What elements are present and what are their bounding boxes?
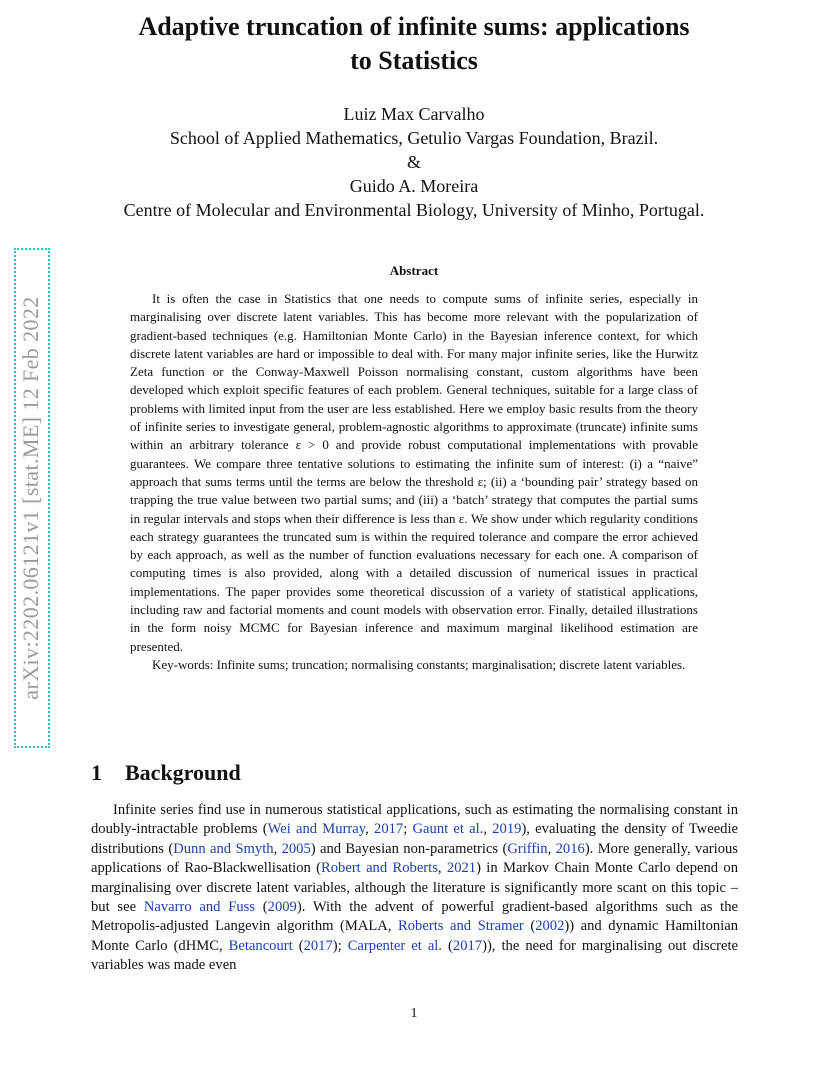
citation-link[interactable]: Dunn and Smyth (173, 840, 274, 857)
abstract-text: It is often the case in Statistics that one needs to compute sums of infinite series, especially in marginalising over discrete latent variables. This has become more relevant with the popularization of gradient-based techniques (e.g. Hamiltonian Monte Carlo) in the Bayesian inference context, for which discrete latent variables are hard or impossible to deal with. For many major infinite series, like the Hurwitz Zeta function or the Conway-Maxwell Poisson normalising constant, custom algorithms have been developed which exploit specific features of each problem. General techniques, suitable for a large class of problems with limited input from the user are less established. Here we employ basic results from the theory of infinite series to investigate general, problem-agnostic algorithms to approximate (truncate) infinite sums within an arbitrary tolerance ε > 0 and provide robust computational implementations with provable guarantees. We compare three tentative solutions to estimating the infinite sum of interest: (i) a “naive” approach that sums terms until the terms are below the threshold ε; (ii) a ‘bounding pair’ strategy based on trapping the true value between two partial sums; and (iii) a ‘batch’ strategy that computes the partial sums in regular intervals and stops when their difference is less than ε. We show under which regularity conditions each strategy guarantees the truncated sum is within the required tolerance and compare the error achieved by each approach, as well as the number of function evaluations necessary for each one. A comparison of computing times is also provided, along with a detailed discussion of numerical issues in practical implementations. The paper provides some theoretical discussion of a variety of statistical applications, including raw and factorial moments and count models with observation error. Finally, detailed illustrations in the form noisy MCMC for Bayesian inference and maximum marginal likelihood estimation are presented. (130, 291, 698, 654)
body-text-segment: ; (403, 821, 413, 838)
body-text-segment: ( (442, 937, 453, 954)
citation-link[interactable]: Betancourt (228, 937, 293, 954)
paper-title (0, 10, 828, 78)
citation-link[interactable]: Navarro and Fuss (143, 899, 256, 916)
body-text-segment: )), the need for marginalising out discrete variables was made even (91, 937, 738, 974)
abstract-heading: Abstract (389, 263, 439, 278)
section-heading (91, 760, 241, 786)
citation-link[interactable]: 2002 (535, 918, 565, 935)
section-title: Background (125, 760, 241, 785)
title-line-2: to Statistics (350, 46, 478, 75)
citation-link[interactable]: 2019 (492, 821, 522, 838)
title-line-1: Adaptive truncation of infinite sums: applications (138, 12, 690, 41)
author-separator: & (406, 152, 421, 172)
citation-link[interactable]: Griffin (507, 840, 548, 857)
body-text-segment: Infinite series find use in numerous statistical applications, such as estimating the normalising constant in doubly-intractable problems ( (91, 802, 738, 838)
citation-link[interactable]: Robert and Roberts (321, 860, 438, 877)
citation-link[interactable]: 2009 (267, 899, 297, 916)
section-body (91, 801, 738, 976)
body-text-segment: ) and Bayesian non-parametrics ( (310, 840, 508, 857)
body-text-segment: ( (292, 937, 304, 954)
citation-link[interactable]: 2017 (374, 821, 404, 838)
body-text-segment: ), evaluating the density of Tweedie distributions ( (91, 821, 739, 857)
abstract-keywords: Key-words: Infinite sums; truncation; normalising constants; marginalisation; discrete latent variables. (152, 656, 686, 672)
citation-link[interactable]: 2016 (555, 840, 585, 857)
author-block (0, 102, 828, 222)
page-number: 1 (410, 1006, 418, 1021)
body-text-segment: )) and dynamic Hamiltonian Monte Carlo (dHMC, (91, 918, 738, 954)
body-text-segment: , (437, 860, 447, 877)
body-text-segment: , (273, 840, 282, 857)
arxiv-identifier-text: arXiv:2202.06121v1 [stat.ME] 12 Feb 2022 (18, 296, 44, 700)
author-affiliation-1: School of Applied Mathematics, Getulio Vargas Foundation, Brazil. (169, 128, 659, 148)
citation-link[interactable]: Roberts and Stramer (398, 918, 524, 935)
body-text-segment: ( (523, 918, 536, 935)
author-name-2: Guido A. Moreira (349, 176, 479, 196)
body-text-segment: ). With the advent of powerful gradient-based algorithms such as the Metropolis-adjusted Langevin algorithm (MALA, (91, 899, 738, 935)
body-text-segment: ( (255, 899, 268, 916)
author-name-1: Luiz Max Carvalho (343, 104, 485, 124)
body-text-segment: ). More generally, various applications of Rao-Blackwellisation ( (91, 840, 738, 877)
arxiv-identifier-stamp (14, 248, 50, 748)
body-text-segment: ) in Markov Chain Monte Carlo depend on marginalising over discrete latent variables, although the literature is significantly more scant on this topic – but see (91, 860, 738, 916)
abstract-body (130, 290, 698, 674)
citation-link[interactable]: Carpenter et al. (347, 937, 442, 954)
citation-link[interactable]: 2021 (446, 860, 477, 877)
citation-link[interactable]: Wei and Murray (267, 821, 366, 838)
body-text-segment: ); (332, 937, 348, 954)
citation-link[interactable]: 2005 (281, 840, 311, 857)
body-text-segment: , (547, 840, 556, 857)
body-text-segment: , (483, 821, 493, 838)
body-text-segment: , (365, 821, 375, 838)
author-affiliation-2: Centre of Molecular and Environmental Biology, University of Minho, Portugal. (123, 200, 705, 220)
citation-link[interactable]: 2017 (452, 937, 483, 954)
section-number: 1 (91, 760, 102, 785)
background-paragraph (91, 801, 738, 976)
citation-link[interactable]: Gaunt et al. (412, 821, 484, 838)
citation-link[interactable]: 2017 (303, 937, 333, 954)
